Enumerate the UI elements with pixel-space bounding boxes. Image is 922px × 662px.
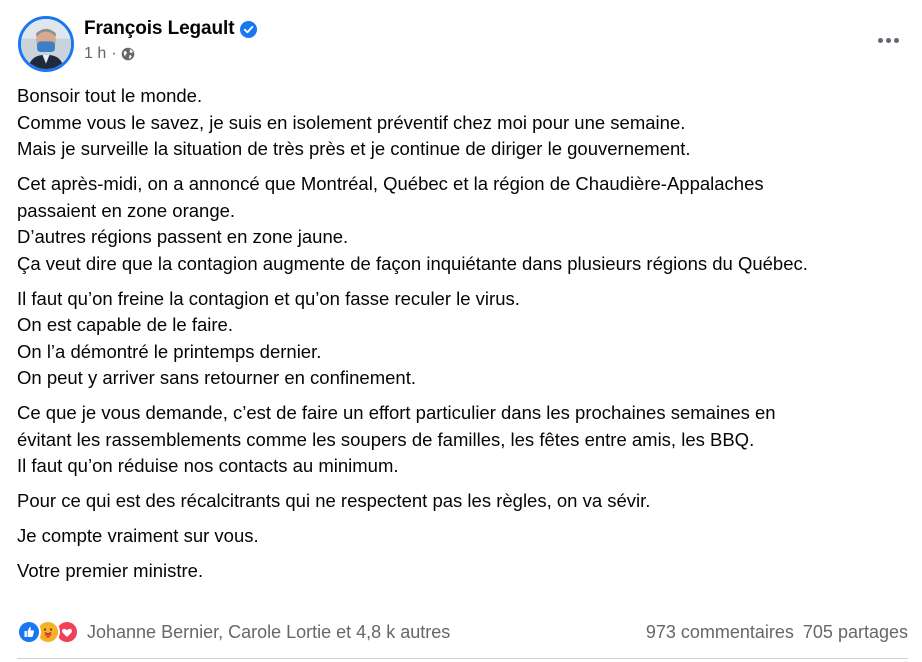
post-timestamp[interactable]: 1 h	[84, 45, 107, 62]
post-line: Mais je surveille la situation de très près et je continue de diriger le gouvernement.	[17, 138, 691, 159]
author-name[interactable]: François Legault	[84, 18, 235, 39]
like-reaction-icon[interactable]	[17, 620, 41, 644]
post-paragraph	[17, 286, 912, 392]
post-meta	[84, 45, 135, 63]
more-options-icon-dot	[886, 38, 891, 43]
post-body	[17, 83, 912, 593]
author-avatar[interactable]	[18, 16, 74, 72]
globe-icon[interactable]	[121, 47, 135, 61]
post-paragraph	[17, 83, 912, 163]
post-line: Bonsoir tout le monde.	[17, 85, 203, 106]
avatar-portrait	[21, 19, 71, 69]
more-options-icon-dot	[894, 38, 899, 43]
post-header	[16, 12, 906, 72]
post-paragraph	[17, 523, 912, 550]
post-paragraph	[17, 171, 912, 277]
post-line: Cet après-midi, on a annoncé que Montréal, Québec et la région de Chaudière-Appalaches	[17, 173, 764, 194]
footer-divider	[17, 658, 908, 659]
more-options-button[interactable]	[870, 26, 906, 54]
more-options-icon	[878, 38, 883, 43]
reactions-summary[interactable]	[17, 620, 450, 644]
meta-separator: ·	[111, 45, 117, 62]
post-line: passaient en zone orange.	[17, 199, 236, 221]
post-line: Il faut qu’on freine la contagion et qu’on fasse reculer le virus.	[17, 287, 520, 309]
post-line: évitant les rassemblements comme les soupers de familles, les fêtes entre amis, les BBQ.	[17, 428, 755, 450]
post-line: Pour ce qui est des récalcitrants qui ne respectent pas les règles, on va sévir.	[17, 490, 651, 511]
post-line: Votre premier ministre.	[17, 560, 204, 581]
post-line: Ce que je vous demande, c’est de faire un effort particulier dans les prochaines semaines en	[17, 402, 776, 423]
post-line: Je compte vraiment sur vous.	[17, 525, 259, 546]
post-footer	[17, 617, 908, 647]
post-line: On l’a démontré le printemps dernier.	[17, 340, 322, 362]
post-line: Ça veut dire que la contagion augmente de façon inquiétante dans plusieurs régions du Québec.	[17, 252, 808, 274]
shares-count[interactable]: 705 partages	[802, 621, 908, 642]
post-line: On est capable de le faire.	[17, 314, 233, 335]
post-line: Il faut qu’on réduise nos contacts au minimum.	[17, 455, 399, 476]
post-paragraph	[17, 488, 912, 515]
post-line: On peut y arriver sans retourner en confinement.	[17, 367, 416, 388]
post-paragraph	[17, 400, 912, 480]
reactors-text[interactable]: Johanne Bernier, Carole Lortie et 4,8 k autres	[87, 621, 451, 642]
verified-badge-icon	[240, 21, 257, 38]
post-paragraph	[17, 558, 912, 585]
engagement-counts	[646, 622, 908, 643]
comments-count[interactable]: 973 commentaires	[645, 621, 794, 642]
post-line: D’autres régions passent en zone jaune.	[17, 226, 349, 247]
post-line: Comme vous le savez, je suis en isolement préventif chez moi pour une semaine.	[17, 111, 686, 133]
